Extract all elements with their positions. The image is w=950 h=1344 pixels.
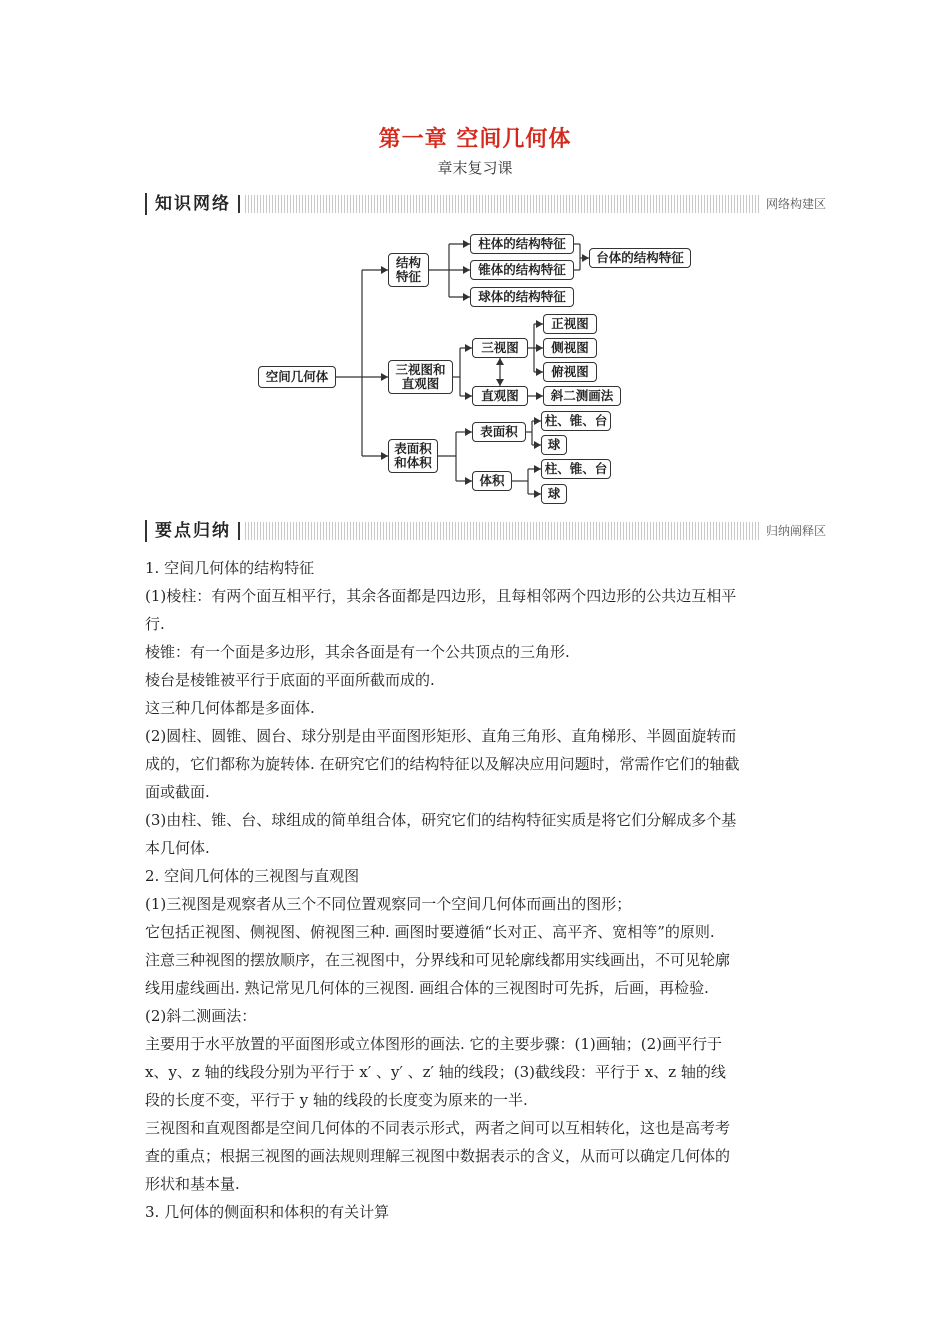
node-intuitive: 直观图 <box>472 386 528 406</box>
node-root: 空间几何体 <box>258 366 336 388</box>
node-frustum: 台体的结构特征 <box>589 248 691 268</box>
node-prism-pyramid: 柱体的结构特征 <box>470 234 574 254</box>
node-views: 三视图和 直观图 <box>388 360 453 394</box>
section-zone-label: 网络构建区 <box>760 195 830 213</box>
node-volume-b: 球 <box>541 484 567 504</box>
page-subtitle: 章末复习课 <box>437 159 513 177</box>
node-cone: 锥体的结构特征 <box>470 260 574 280</box>
section-label: 知识网络 <box>145 193 237 215</box>
text-line: 2. 空间几何体的三视图与直观图 <box>145 867 360 885</box>
text-line: (2)斜二测画法： <box>145 1007 257 1025</box>
text-line: 行. <box>145 615 165 633</box>
text-line: (1)三视图是观察者从三个不同位置观察同一个空间几何体而画出的图形； <box>145 895 632 913</box>
node-front-view: 正视图 <box>543 314 597 334</box>
node-surface-a: 柱、锥、台 <box>541 411 611 431</box>
node-surface-b: 球 <box>541 435 567 455</box>
text-line: 棱台是棱锥被平行于底面的平面所截而成的. <box>145 671 435 689</box>
text-line: 它包括正视图、侧视图、俯视图三种. 画图时要遵循“长对正、高平齐、宽相等”的原则. <box>145 923 715 941</box>
text-line: 注意三种视图的摆放顺序，在三视图中，分界线和可见轮廓线都用实线画出，不可见轮廓 <box>145 951 731 969</box>
summary-content <box>145 554 815 1226</box>
section-label: 要点归纳 <box>145 520 237 542</box>
text-line: (3)由柱、锥、台、球组成的简单组合体，研究它们的结构特征实质是将它们分解成多个基 <box>145 811 737 829</box>
node-oblique: 斜二测画法 <box>543 386 621 406</box>
text-line: 1. 空间几何体的结构特征 <box>145 559 315 577</box>
text-line: x、y、z 轴的线段分别为平行于 x′ 、y′ 、z′ 轴的线段；(3)截线段：平行于 x、z 轴的线 <box>145 1063 726 1081</box>
text-line: 棱锥：有一个面是多边形，其余各面是有一个公共顶点的三角形. <box>145 643 570 661</box>
text-line: 查的重点；根据三视图的画法规则理解三视图中数据表示的含义，从而可以确定几何体的 <box>145 1147 731 1165</box>
node-area-volume: 表面积 和体积 <box>388 439 438 473</box>
node-sphere: 球体的结构特征 <box>470 287 574 307</box>
section-bar-summary <box>145 520 830 542</box>
node-structure: 结构 特征 <box>388 253 429 287</box>
page-title: 第一章 空间几何体 <box>378 127 572 152</box>
node-volume-a: 柱、锥、台 <box>541 459 611 479</box>
node-side-view: 侧视图 <box>543 338 597 358</box>
text-line: 线用虚线画出. 熟记常见几何体的三视图. 画组合体的三视图时可先拆，后画，再检验. <box>145 979 709 997</box>
node-three-views: 三视图 <box>472 338 528 358</box>
text-line: (2)圆柱、圆锥、圆台、球分别是由平面图形矩形、直角三角形、直角梯形、半圆面旋转而 <box>145 727 737 745</box>
section-bar-pattern <box>245 522 830 540</box>
node-surface: 表面积 <box>472 422 526 442</box>
text-line: 这三种几何体都是多面体. <box>145 699 315 717</box>
text-line: 形状和基本量. <box>145 1175 240 1193</box>
text-line: 3. 几何体的侧面积和体积的有关计算 <box>145 1203 390 1221</box>
text-line: 成的，它们都称为旋转体. 在研究它们的结构特征以及解决应用问题时，常需作它们的轴截 <box>145 755 740 773</box>
node-top-view: 俯视图 <box>543 362 597 382</box>
text-line: 三视图和直观图都是空间几何体的不同表示形式，两者之间可以互相转化，这也是高考考 <box>145 1119 731 1137</box>
section-zone-label: 归纳阐释区 <box>760 522 830 540</box>
text-line: 段的长度不变，平行于 y 轴的线段的长度变为原来的一半. <box>145 1091 528 1109</box>
text-line: 本几何体. <box>145 839 210 857</box>
text-line: 主要用于水平放置的平面图形或立体图形的画法. 它的主要步骤：(1)画轴；(2)画平行于 <box>145 1035 723 1053</box>
text-line: 面或截面. <box>145 783 210 801</box>
node-volume: 体积 <box>472 471 512 491</box>
text-line: (1)棱柱：有两个面互相平行，其余各面都是四边形，且每相邻两个四边形的公共边互相平 <box>145 587 737 605</box>
